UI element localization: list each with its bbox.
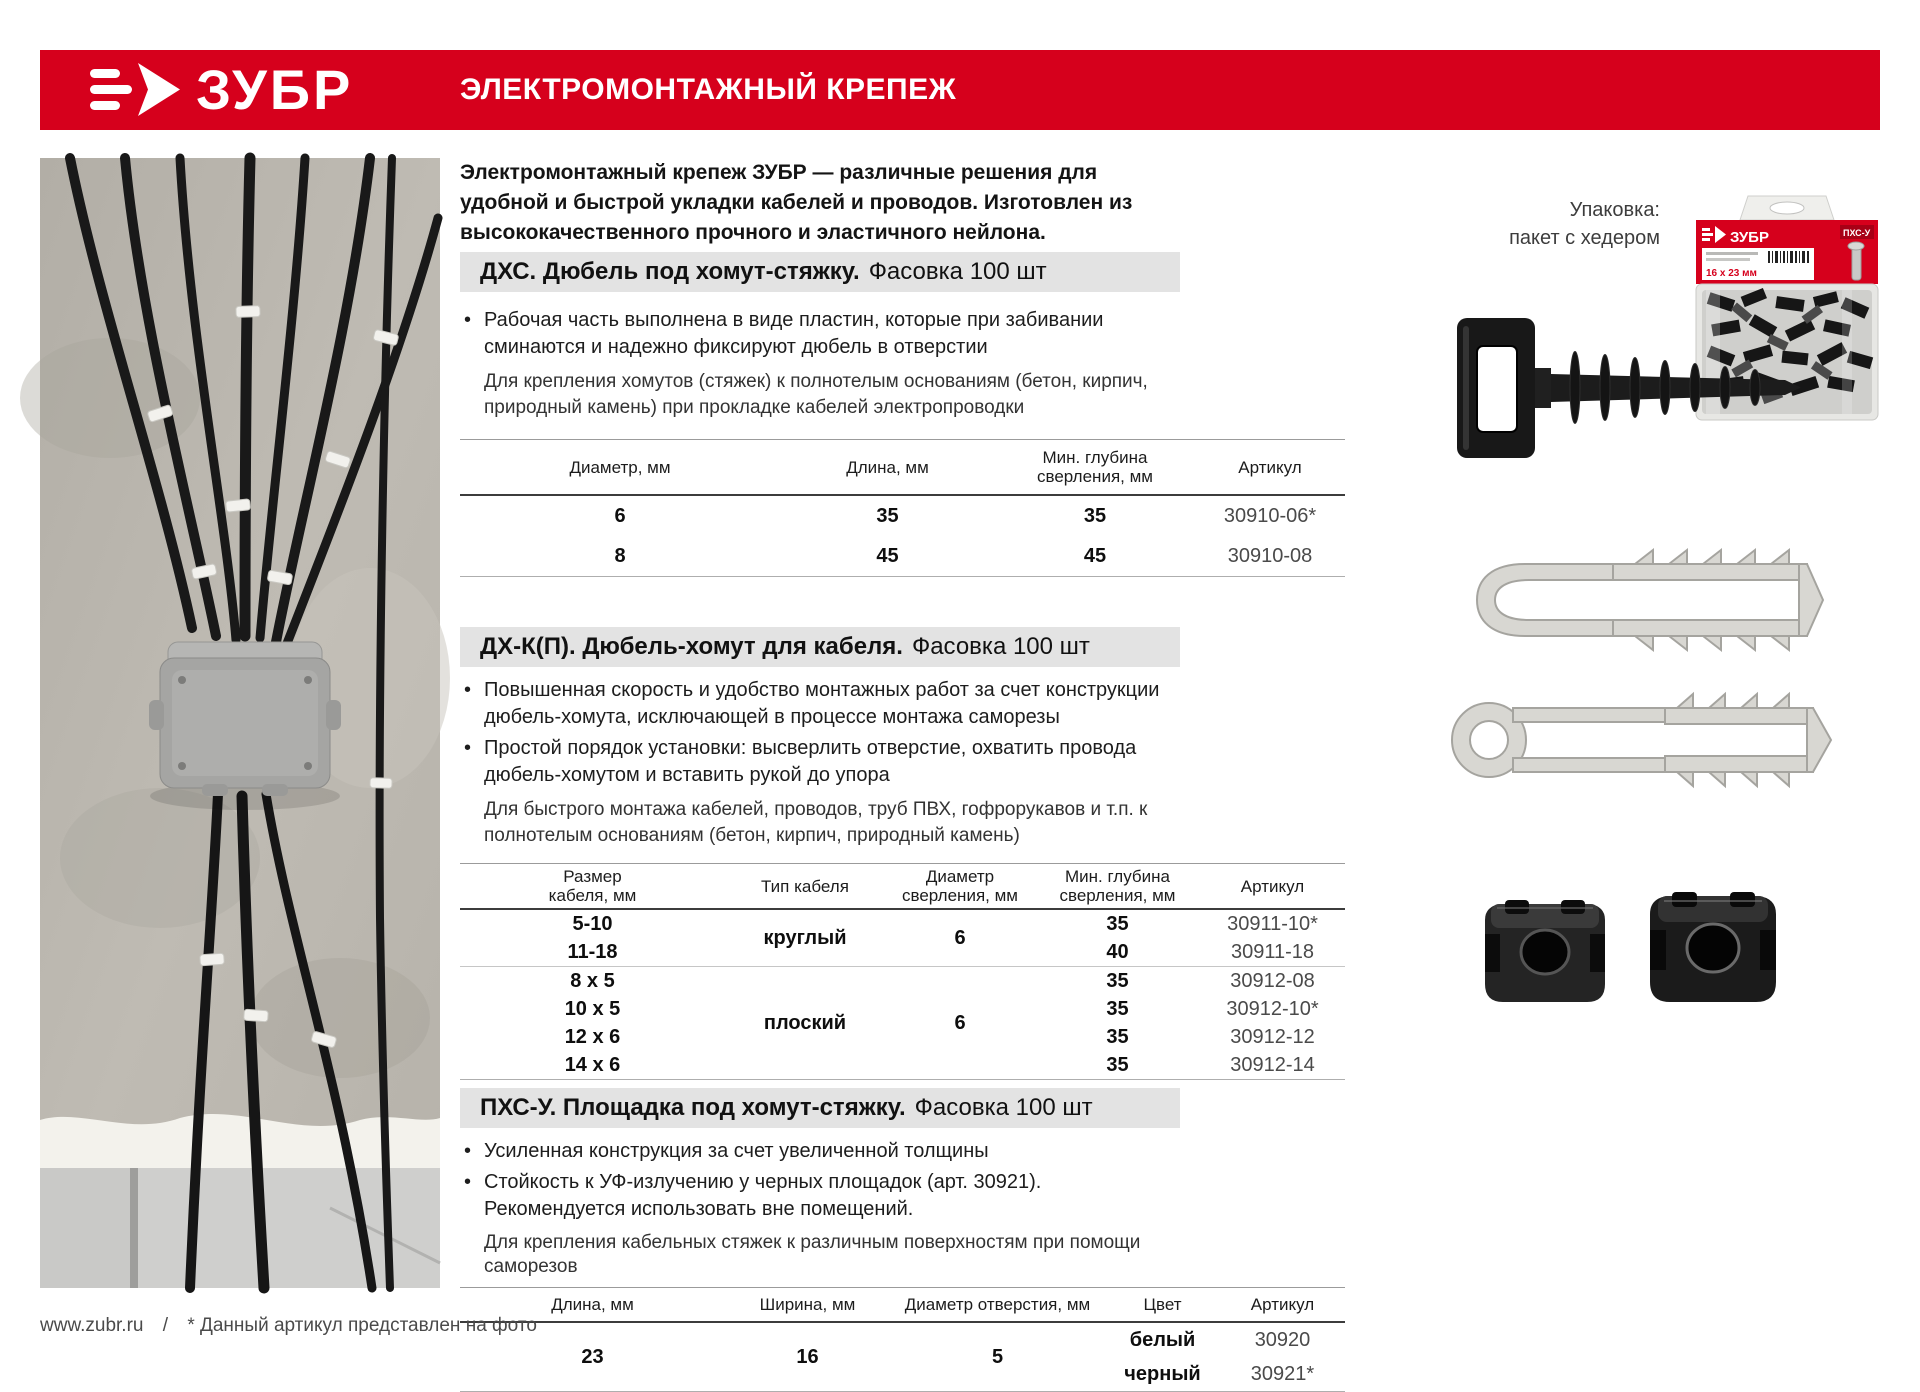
tie-mount-pads-image [1470,878,1800,1018]
page-title: ЭЛЕКТРОМОНТАЖНЫЙ КРЕПЕЖ [460,73,957,106]
col-header: Артикул [1238,457,1302,477]
section-subtitle: Фасовка 100 шт [914,1094,1093,1121]
cell-length: 35 [876,505,899,527]
table-phs [460,1287,1345,1392]
cell-diameter: 8 [614,545,626,567]
bullet-list [484,307,1345,361]
cell-size: 12 x 6 [564,1026,621,1048]
zubr-arrow-icon [90,61,182,119]
section-note: Для крепления кабельных стяжек к различным поверхностям при помощи саморезов [484,1232,1141,1277]
footnote: * Данный артикул представлен на фото [187,1315,537,1336]
junction-box [149,642,341,810]
cell-size: 14 x 6 [564,1054,621,1076]
table-row [460,1322,1345,1357]
col-header: Длина, мм [846,457,929,477]
bullet-item: • Рабочая часть выполнена в виде пластин, которые при забивании сминаются и надежно фиксируют дюбель в отверстии [484,307,1174,361]
section-note: Для быстрого монтажа кабелей, проводов, труб ПВХ, гофрорукавов и т.п. к полнотелым основаниям (бетон, кирпич, природный камень) [484,799,1148,846]
package-code-text: ПХС-У [1843,228,1871,238]
cell-size: 5-10 [572,913,613,935]
section-subtitle: Фасовка 100 шт [868,258,1047,285]
bullet-item: • Повышенная скорость и удобство монтажных работ за счет конструкции дюбель-хомута, исключающей в процессе монтажа саморезы [484,677,1174,731]
cell-depth: 45 [1083,545,1107,567]
section-title: ПХС-У. Площадка под хомут-стяжку. [480,1094,906,1121]
cell-depth: 35 [1106,970,1129,992]
cell-sku: 30912-10* [1226,998,1319,1020]
bullet-item: • Стойкость к УФ-излучению у черных площадок (арт. 30921). Рекомендуется использовать вне помещений. [484,1169,1174,1223]
cell-depth: 35 [1106,998,1129,1020]
bullet-item: • Усиленная конструкция за счет увеличенной толщины [484,1138,1174,1165]
col-header: Длина, мм [551,1295,634,1314]
packaging-label [1350,196,1660,252]
cables-on-wall-photo [40,158,440,1288]
col-header: Размер кабеля, мм [548,867,637,905]
col-header: Артикул [1240,876,1305,896]
section-title: ДХС. Дюбель под хомут-стяжку. [480,258,860,285]
table-row [460,967,1345,996]
footer-separator: / [162,1315,169,1336]
site-url: www.zubr.ru [40,1315,144,1336]
cell-sku: 30921* [1250,1363,1315,1385]
cell-sku: 30910-08 [1227,545,1313,567]
col-header: Диаметр, мм [569,457,671,477]
bullet-list [484,1138,1345,1223]
cell-color: белый [1129,1329,1196,1351]
cell-sku: 30920 [1254,1329,1311,1351]
dowel-clamp-round-image [1455,540,1825,660]
col-header: Тип кабеля [761,876,849,896]
section-header-phs [460,1088,1180,1128]
cell-size: 11-18 [567,941,618,963]
table-dhk [460,863,1345,1080]
packaging-label-value: пакет с хедером [1509,227,1660,249]
intro-paragraph: Электромонтажный крепеж ЗУБР — различные решения для удобной и быстрой укладки кабелей и проводов. Изготовлен из высококачественного прочного и эластичного нейлона. [460,161,1133,244]
col-header: Ширина, мм [759,1295,856,1314]
section-note: Для крепления хомутов (стяжек) к полнотелым основаниям (бетон, кирпич, природный камень) при прокладке кабелей электропроводки [484,371,1148,418]
package-brand-text: ЗУБР [1730,229,1769,246]
col-header: Мин. глубина сверления, мм [1037,448,1153,486]
product-photo-dhs-dowel [1455,310,1805,465]
col-header: Цвет [1143,1295,1182,1314]
product-photo-clamp-round-cable [1455,540,1825,660]
cell-length: 45 [876,545,899,567]
cell-depth: 35 [1106,1026,1129,1048]
dhs-dowel-image [1455,310,1805,465]
section-subtitle: Фасовка 100 шт [911,633,1090,660]
cell-width: 16 [796,1346,819,1368]
table-row [460,909,1345,938]
cell-depth: 35 [1106,1054,1129,1076]
header-bar [40,50,1880,130]
col-header: Артикул [1250,1295,1315,1314]
cell-sku: 30912-14 [1230,1054,1315,1076]
cell-cable-type: круглый [763,927,847,949]
cell-size: 8 x 5 [570,970,615,992]
cell-sku: 30912-12 [1230,1026,1315,1048]
table-dhs [460,439,1345,577]
col-header: Диаметр отверстия, мм [904,1295,1091,1314]
cell-depth: 40 [1106,941,1129,963]
cell-sku: 30911-10* [1227,913,1318,935]
installation-photo [40,158,440,1288]
cell-sku: 30910-06* [1223,505,1317,527]
cell-length: 23 [581,1346,604,1368]
cell-hole-diameter: 5 [991,1346,1004,1368]
section-header-dhk [460,627,1180,667]
section-title: ДХ-К(П). Дюбель-хомут для кабеля. [480,633,903,660]
bullet-item: • Простой порядок установки: высверлить отверстие, охватить провода дюбель-хомутом и вставить рукой до упора [484,735,1174,789]
table-row [460,495,1345,536]
content-column [460,158,1345,1392]
brand-logo [90,58,353,122]
cell-drill-diameter: 6 [954,1012,966,1034]
col-header: Диаметр сверления, мм [902,867,1018,905]
product-photo-clamp-flat-cable [1455,690,1835,790]
packaging-label-title: Упаковка: [1569,199,1660,221]
cell-sku: 30912-08 [1230,970,1315,992]
section-header-dhs [460,252,1180,292]
cell-depth: 35 [1106,913,1129,935]
table-row [460,536,1345,577]
package-size-text: 16 x 23 мм [1706,268,1757,279]
product-photo-tie-mount-pads [1470,878,1800,1018]
brand-name: ЗУБР [196,58,354,121]
cell-depth: 35 [1083,505,1107,527]
dowel-clamp-flat-image [1455,690,1835,790]
footer [40,1315,551,1337]
cell-size: 10 x 5 [564,998,621,1020]
col-header: Мин. глубина сверления, мм [1059,867,1176,905]
cell-sku: 30911-18 [1230,941,1315,963]
bullet-list [484,677,1345,789]
cell-diameter: 6 [614,505,626,527]
cell-color: черный [1124,1363,1201,1385]
cell-cable-type: плоский [763,1012,847,1034]
cell-drill-diameter: 6 [954,927,966,949]
